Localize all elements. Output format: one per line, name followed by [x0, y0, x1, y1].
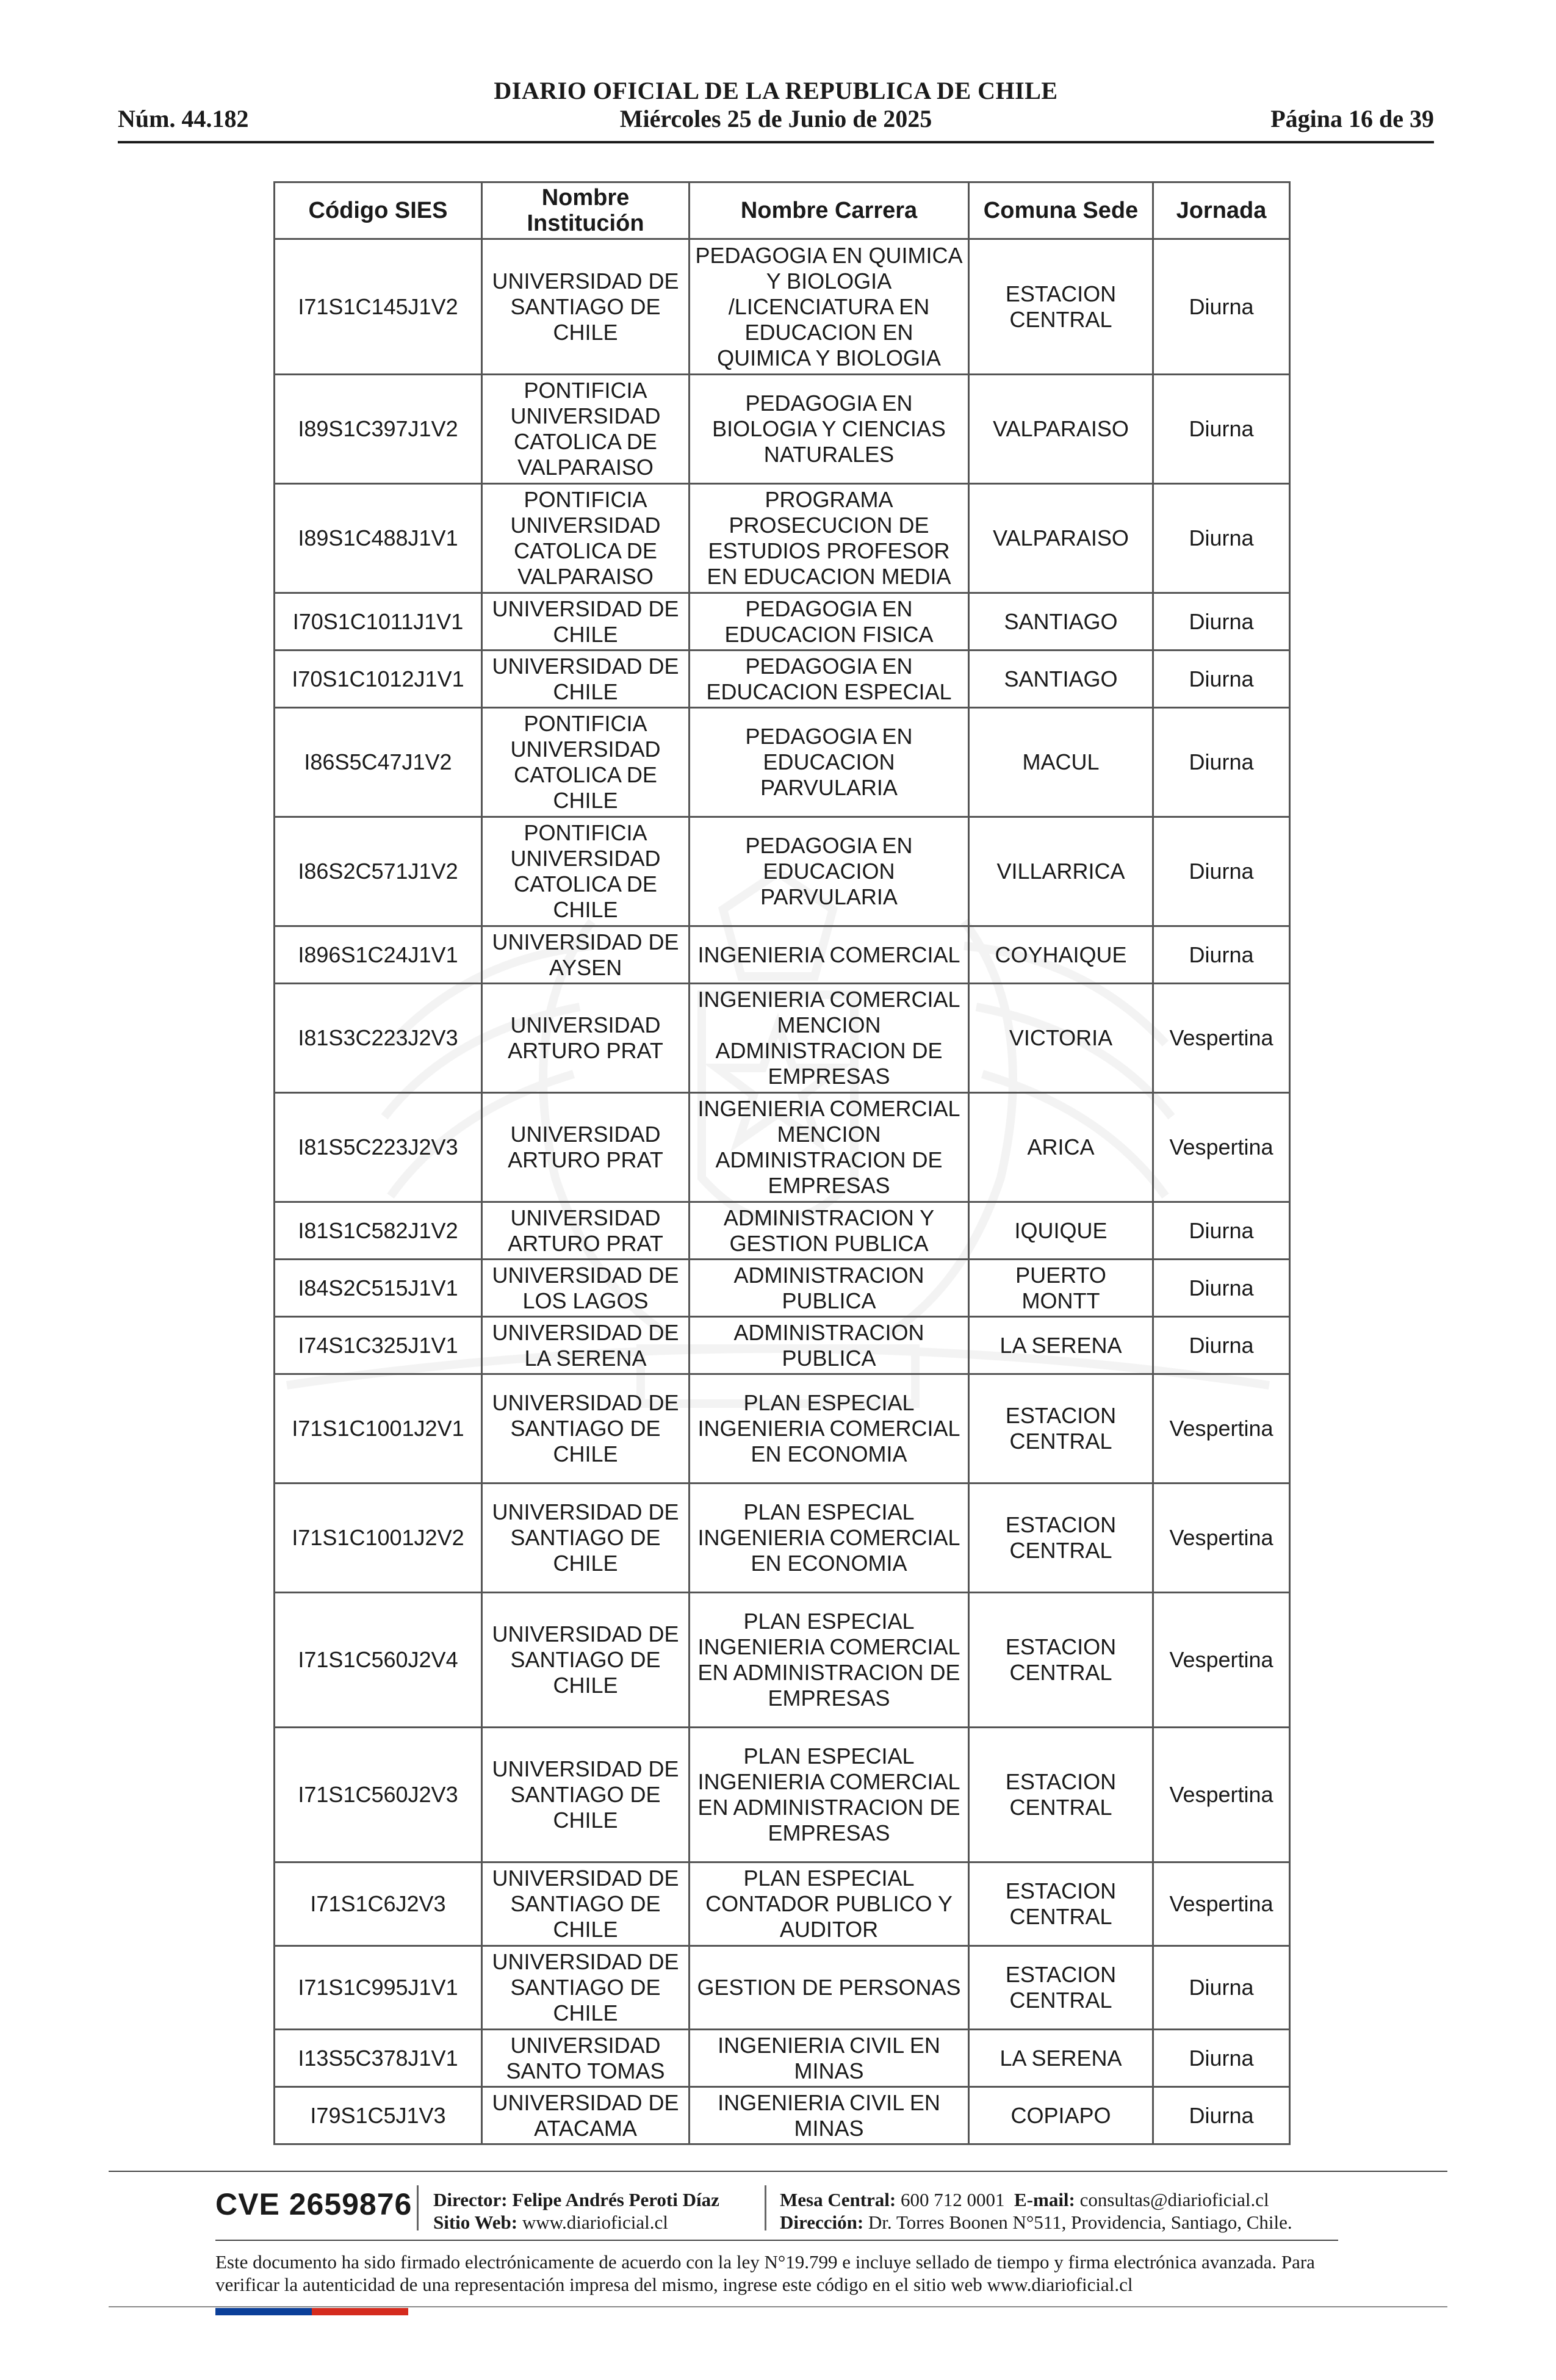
cell-nombre-institucion: PONTIFICIA UNIVERSIDAD CATOLICA DE VALPARAISO: [482, 484, 690, 593]
table-row: [275, 1946, 1290, 2030]
cell-jornada: Diurna: [1153, 1946, 1290, 2030]
cell-nombre-institucion: UNIVERSIDAD DE SANTIAGO DE CHILE: [482, 1863, 690, 1946]
cell-nombre-institucion: UNIVERSIDAD DE CHILE: [482, 593, 690, 651]
column-header-jornada: Jornada: [1153, 182, 1290, 239]
cell-jornada: Vespertina: [1153, 1728, 1290, 1863]
cell-codigo-sies: I86S2C571J1V2: [275, 817, 482, 926]
website-label: Sitio Web:: [433, 2212, 518, 2233]
table-row: [275, 2087, 1290, 2144]
table-row: [275, 708, 1290, 817]
cell-nombre-carrera: PEDAGOGIA EN EDUCACION FISICA: [690, 593, 969, 651]
address-label: Dirección:: [780, 2212, 864, 2233]
column-header-codigo-sies: Código SIES: [275, 182, 482, 239]
cell-comuna-sede: ESTACION CENTRAL: [969, 1728, 1153, 1863]
director-name: Felipe Andrés Peroti Díaz: [512, 2189, 719, 2210]
cell-codigo-sies: I70S1C1011J1V1: [275, 593, 482, 651]
cell-jornada: Diurna: [1153, 1260, 1290, 1317]
cell-nombre-carrera: PEDAGOGIA EN EDUCACION PARVULARIA: [690, 817, 969, 926]
cell-comuna-sede: ESTACION CENTRAL: [969, 1374, 1153, 1484]
footer-director-block: [433, 2188, 719, 2234]
footer-separator: [765, 2185, 766, 2230]
cve-code: CVE 2659876: [215, 2187, 412, 2221]
cell-jornada: Vespertina: [1153, 1093, 1290, 1202]
website-link[interactable]: www.diarioficial.cl: [522, 2212, 668, 2233]
cell-jornada: Diurna: [1153, 484, 1290, 593]
cell-jornada: Vespertina: [1153, 1863, 1290, 1946]
cell-comuna-sede: ESTACION CENTRAL: [969, 239, 1153, 375]
table-row: [275, 1863, 1290, 1946]
cell-nombre-carrera: PLAN ESPECIAL INGENIERIA COMERCIAL EN ADMINISTRACION DE EMPRESAS: [690, 1728, 969, 1863]
cell-nombre-institucion: UNIVERSIDAD DE CHILE: [482, 651, 690, 708]
cell-codigo-sies: I71S1C560J2V4: [275, 1593, 482, 1728]
cell-comuna-sede: COYHAIQUE: [969, 926, 1153, 984]
cell-nombre-carrera: INGENIERIA COMERCIAL: [690, 926, 969, 984]
cell-jornada: Diurna: [1153, 2087, 1290, 2144]
cell-comuna-sede: VICTORIA: [969, 984, 1153, 1093]
cell-nombre-carrera: PLAN ESPECIAL INGENIERIA COMERCIAL EN ECONOMIA: [690, 1374, 969, 1484]
cell-comuna-sede: LA SERENA: [969, 2030, 1153, 2087]
cell-codigo-sies: I74S1C325J1V1: [275, 1317, 482, 1374]
cell-codigo-sies: I89S1C488J1V1: [275, 484, 482, 593]
table-header-row: [275, 182, 1290, 239]
table-row: [275, 1202, 1290, 1260]
table-row: [275, 239, 1290, 375]
cell-nombre-carrera: PROGRAMA PROSECUCION DE ESTUDIOS PROFESOR EN EDUCACION MEDIA: [690, 484, 969, 593]
page-number: Página 16 de 39: [1270, 105, 1434, 132]
column-header-comuna-sede: Comuna Sede: [969, 182, 1153, 239]
table-row: [275, 375, 1290, 484]
cell-nombre-institucion: UNIVERSIDAD DE SANTIAGO DE CHILE: [482, 239, 690, 375]
careers-table: [273, 181, 1291, 2145]
cell-nombre-carrera: PEDAGOGIA EN QUIMICA Y BIOLOGIA /LICENCIATURA EN EDUCACION EN QUIMICA Y BIOLOGIA: [690, 239, 969, 375]
cell-codigo-sies: I70S1C1012J1V1: [275, 651, 482, 708]
cell-nombre-carrera: PEDAGOGIA EN EDUCACION PARVULARIA: [690, 708, 969, 817]
email-link[interactable]: consultas@diarioficial.cl: [1079, 2189, 1269, 2210]
cell-jornada: Diurna: [1153, 593, 1290, 651]
footer-contact-block: [780, 2188, 1292, 2234]
cell-jornada: Diurna: [1153, 1317, 1290, 1374]
cell-codigo-sies: I81S1C582J1V2: [275, 1202, 482, 1260]
footer-divider-middle: [215, 2240, 1338, 2241]
cell-nombre-institucion: UNIVERSIDAD ARTURO PRAT: [482, 1202, 690, 1260]
cell-nombre-carrera: PLAN ESPECIAL INGENIERIA COMERCIAL EN ECONOMIA: [690, 1484, 969, 1593]
cell-nombre-institucion: UNIVERSIDAD DE SANTIAGO DE CHILE: [482, 1484, 690, 1593]
cell-jornada: Diurna: [1153, 817, 1290, 926]
address-value: Dr. Torres Boonen N°511, Providencia, Santiago, Chile.: [868, 2212, 1292, 2233]
cell-codigo-sies: I84S2C515J1V1: [275, 1260, 482, 1317]
cell-comuna-sede: IQUIQUE: [969, 1202, 1153, 1260]
cell-jornada: Diurna: [1153, 2030, 1290, 2087]
cell-nombre-institucion: PONTIFICIA UNIVERSIDAD CATOLICA DE CHILE: [482, 817, 690, 926]
cell-comuna-sede: VILLARRICA: [969, 817, 1153, 926]
cell-codigo-sies: I71S1C1001J2V1: [275, 1374, 482, 1484]
cell-nombre-institucion: UNIVERSIDAD DE ATACAMA: [482, 2087, 690, 2144]
cell-jornada: Diurna: [1153, 375, 1290, 484]
flag-stripe-blue: [215, 2308, 312, 2315]
cell-codigo-sies: I79S1C5J1V3: [275, 2087, 482, 2144]
cell-nombre-institucion: UNIVERSIDAD DE SANTIAGO DE CHILE: [482, 1946, 690, 2030]
phone-label: Mesa Central:: [780, 2189, 896, 2210]
cell-comuna-sede: SANTIAGO: [969, 651, 1153, 708]
table-row: [275, 484, 1290, 593]
cell-jornada: Vespertina: [1153, 984, 1290, 1093]
table-row: [275, 817, 1290, 926]
cell-comuna-sede: ESTACION CENTRAL: [969, 1593, 1153, 1728]
phone-number: 600 712 0001: [901, 2189, 1005, 2210]
cell-nombre-carrera: INGENIERIA COMERCIAL MENCION ADMINISTRACION DE EMPRESAS: [690, 1093, 969, 1202]
cell-nombre-carrera: PEDAGOGIA EN BIOLOGIA Y CIENCIAS NATURALES: [690, 375, 969, 484]
cell-nombre-institucion: UNIVERSIDAD DE AYSEN: [482, 926, 690, 984]
cell-comuna-sede: SANTIAGO: [969, 593, 1153, 651]
cell-comuna-sede: VALPARAISO: [969, 375, 1153, 484]
cell-nombre-institucion: UNIVERSIDAD DE LA SERENA: [482, 1317, 690, 1374]
table-row: [275, 651, 1290, 708]
footer-divider-bottom: [109, 2306, 1447, 2307]
electronic-signature-notice: Este documento ha sido firmado electrónicamente de acuerdo con la ley N°19.799 e incluye sellado de tiempo y firma electrónica avanzada. Para verificar la autenticidad de una representación impresa del mismo, ingrese este código en el sitio web www.diarioficial.cl: [215, 2251, 1315, 2295]
cell-nombre-institucion: PONTIFICIA UNIVERSIDAD CATOLICA DE VALPARAISO: [482, 375, 690, 484]
flag-stripe-red: [312, 2308, 408, 2315]
cell-nombre-institucion: UNIVERSIDAD ARTURO PRAT: [482, 1093, 690, 1202]
cell-comuna-sede: ESTACION CENTRAL: [969, 1863, 1153, 1946]
issue-number: Núm. 44.182: [118, 105, 249, 132]
table-body: [275, 239, 1290, 2144]
cell-codigo-sies: I86S5C47J1V2: [275, 708, 482, 817]
cell-codigo-sies: I71S1C1001J2V2: [275, 1484, 482, 1593]
cell-nombre-carrera: INGENIERIA CIVIL EN MINAS: [690, 2087, 969, 2144]
cell-nombre-carrera: INGENIERIA COMERCIAL MENCION ADMINISTRACION DE EMPRESAS: [690, 984, 969, 1093]
cell-jornada: Diurna: [1153, 926, 1290, 984]
table-row: [275, 2030, 1290, 2087]
table-row: [275, 1374, 1290, 1484]
cell-codigo-sies: I13S5C378J1V1: [275, 2030, 482, 2087]
table-row: [275, 984, 1290, 1093]
cell-jornada: Diurna: [1153, 1202, 1290, 1260]
table-row: [275, 1260, 1290, 1317]
cell-jornada: Vespertina: [1153, 1374, 1290, 1484]
table-row: [275, 926, 1290, 984]
table-row: [275, 1484, 1290, 1593]
cell-comuna-sede: ARICA: [969, 1093, 1153, 1202]
cell-nombre-institucion: PONTIFICIA UNIVERSIDAD CATOLICA DE CHILE: [482, 708, 690, 817]
cell-comuna-sede: VALPARAISO: [969, 484, 1153, 593]
cell-nombre-institucion: UNIVERSIDAD DE SANTIAGO DE CHILE: [482, 1728, 690, 1863]
cell-codigo-sies: I81S3C223J2V3: [275, 984, 482, 1093]
column-header-nombre-institucion: Nombre Institución: [482, 182, 690, 239]
cell-nombre-institucion: UNIVERSIDAD DE SANTIAGO DE CHILE: [482, 1593, 690, 1728]
column-header-nombre-carrera: Nombre Carrera: [690, 182, 969, 239]
cell-codigo-sies: I71S1C995J1V1: [275, 1946, 482, 2030]
cell-nombre-institucion: UNIVERSIDAD ARTURO PRAT: [482, 984, 690, 1093]
footer-divider-top: [109, 2171, 1447, 2172]
cell-nombre-carrera: PEDAGOGIA EN EDUCACION ESPECIAL: [690, 651, 969, 708]
table-row: [275, 1728, 1290, 1863]
table-row: [275, 1317, 1290, 1374]
cell-comuna-sede: PUERTO MONTT: [969, 1260, 1153, 1317]
cell-nombre-carrera: ADMINISTRACION PUBLICA: [690, 1260, 969, 1317]
table-row: [275, 1593, 1290, 1728]
cell-nombre-institucion: UNIVERSIDAD DE SANTIAGO DE CHILE: [482, 1374, 690, 1484]
cell-codigo-sies: I89S1C397J1V2: [275, 375, 482, 484]
cell-nombre-carrera: PLAN ESPECIAL CONTADOR PUBLICO Y AUDITOR: [690, 1863, 969, 1946]
issue-date: Miércoles 25 de Junio de 2025: [619, 105, 932, 132]
cell-comuna-sede: COPIAPO: [969, 2087, 1153, 2144]
page-header: [118, 76, 1434, 143]
cell-nombre-carrera: INGENIERIA CIVIL EN MINAS: [690, 2030, 969, 2087]
header-divider: [118, 141, 1434, 143]
newspaper-title: DIARIO OFICIAL DE LA REPUBLICA DE CHILE: [494, 77, 1058, 104]
cell-nombre-carrera: PLAN ESPECIAL INGENIERIA COMERCIAL EN ADMINISTRACION DE EMPRESAS: [690, 1593, 969, 1728]
cell-comuna-sede: ESTACION CENTRAL: [969, 1484, 1153, 1593]
director-label: Director:: [433, 2189, 508, 2210]
table-row: [275, 593, 1290, 651]
cell-jornada: Vespertina: [1153, 1593, 1290, 1728]
cell-nombre-carrera: GESTION DE PERSONAS: [690, 1946, 969, 2030]
footer-separator: [417, 2185, 419, 2230]
cell-jornada: Diurna: [1153, 651, 1290, 708]
table-row: [275, 1093, 1290, 1202]
cell-jornada: Vespertina: [1153, 1484, 1290, 1593]
cell-codigo-sies: I71S1C6J2V3: [275, 1863, 482, 1946]
cell-comuna-sede: ESTACION CENTRAL: [969, 1946, 1153, 2030]
cell-jornada: Diurna: [1153, 239, 1290, 375]
cell-nombre-carrera: ADMINISTRACION PUBLICA: [690, 1317, 969, 1374]
cell-nombre-carrera: ADMINISTRACION Y GESTION PUBLICA: [690, 1202, 969, 1260]
cell-codigo-sies: I71S1C560J2V3: [275, 1728, 482, 1863]
email-label: E-mail:: [1014, 2189, 1075, 2210]
cell-codigo-sies: I896S1C24J1V1: [275, 926, 482, 984]
cell-jornada: Diurna: [1153, 708, 1290, 817]
cell-nombre-institucion: UNIVERSIDAD DE LOS LAGOS: [482, 1260, 690, 1317]
cell-comuna-sede: LA SERENA: [969, 1317, 1153, 1374]
cell-codigo-sies: I71S1C145J1V2: [275, 239, 482, 375]
cell-nombre-institucion: UNIVERSIDAD SANTO TOMAS: [482, 2030, 690, 2087]
cell-comuna-sede: MACUL: [969, 708, 1153, 817]
cell-codigo-sies: I81S5C223J2V3: [275, 1093, 482, 1202]
